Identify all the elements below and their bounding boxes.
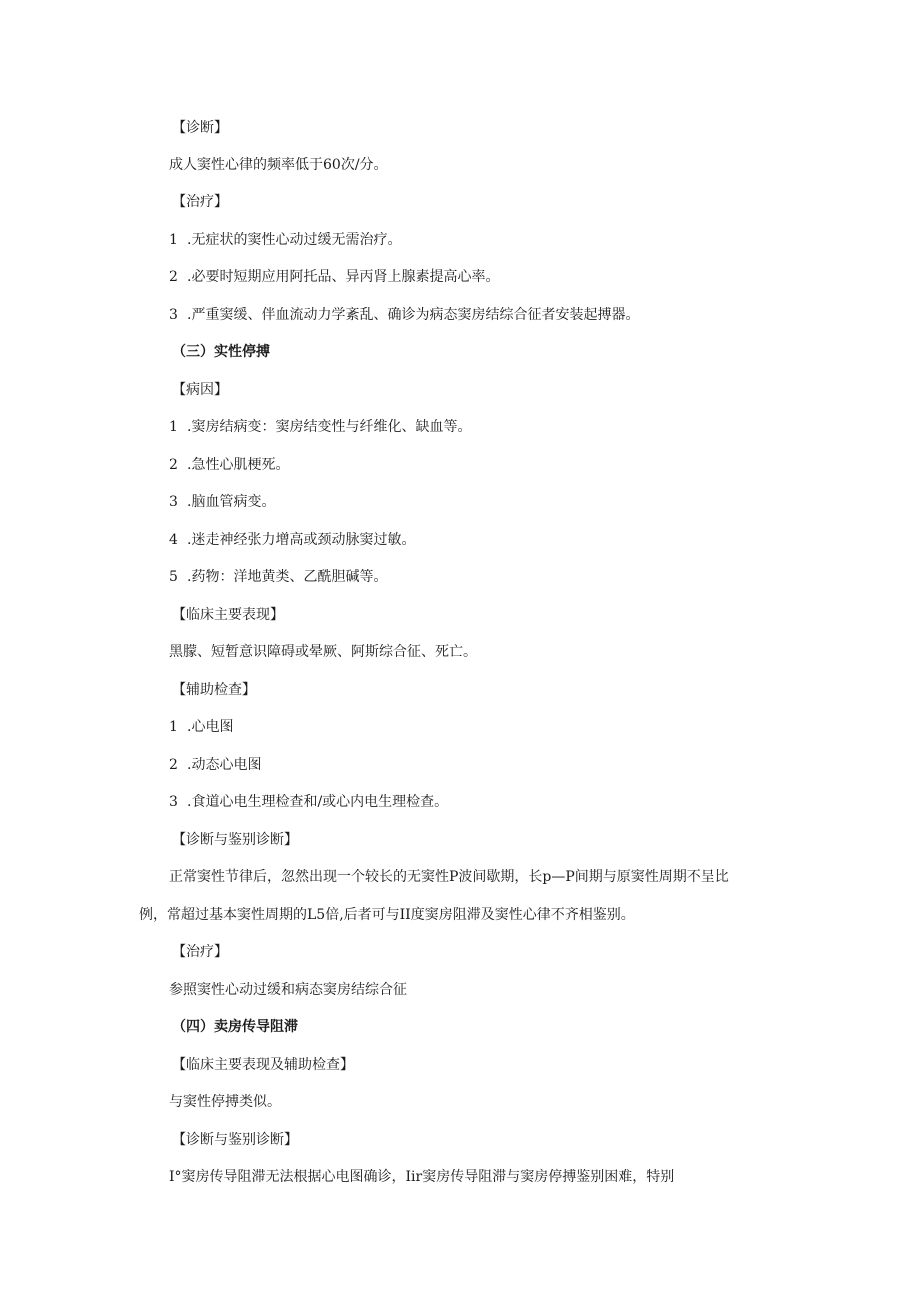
differential-text: I°窦房传导阻滞无法根据心电图确诊，Iir窦房传导阻滞与窦房停搏鉴别困难，特别 [169,1169,675,1185]
item-number: 1 [169,419,178,435]
treatment-item [169,268,499,286]
diagnosis-text: 成人窦性心律的频率低于60次/分。 [169,157,388,173]
differential-line: 例，常超过基本窦性周期的L5倍,后者可与II度窦房阻滞及窦性心律不齐相鉴别。 [139,907,635,923]
cause-item [169,568,387,586]
item-number: 2 [169,269,178,285]
item-number: 2 [169,457,178,473]
aux-exam-item [169,756,261,774]
item-text: .严重窦缓、伴血流动力学紊乱、确诊为病态窦房结综合征者安装起搏器。 [187,307,640,323]
cause-item [169,456,289,474]
cause-item [169,531,415,549]
item-text: .窦房结病变：窦房结变性与纤维化、缺血等。 [187,419,472,435]
item-number: 3 [169,307,178,323]
item-number: 5 [169,569,178,585]
section-title: （四）卖房传导阻滞 [172,1019,298,1035]
section-title: （三）实性停搏 [172,344,270,360]
differential-line: 正常窦性节律后，忽然出现一个较长的无窦性P波间歇期，长p—P间期与原窦性周期不呈比 [169,869,729,885]
item-text: .药物：洋地黄类、乙酰胆碱等。 [187,569,388,585]
clinical-heading: 【临床主要表现】 [172,607,284,623]
cause-heading: 【病因】 [172,382,228,398]
item-text: .迷走神经张力增高或颈动脉窦过敏。 [187,532,416,548]
item-text: .食道心电生理检查和/或心内电生理检查。 [187,794,449,810]
item-text: .必要时短期应用阿托品、异丙肾上腺素提高心率。 [187,269,500,285]
item-number: 1 [169,232,178,248]
differential-heading: 【诊断与鉴别诊断】 [172,1132,298,1148]
cause-item [169,418,471,436]
clinical-aux-text: 与窦性停搏类似。 [169,1094,281,1110]
item-number: 2 [169,757,178,773]
item-number: 4 [169,532,178,548]
aux-exam-item [169,718,233,736]
item-number: 3 [169,494,178,510]
clinical-text: 黑朦、短暂意识障碍或晕厥、阿斯综合征、死亡。 [169,644,477,660]
cause-item [169,493,275,511]
treatment-text: 参照窦性心动过缓和病态窦房结综合征 [169,982,407,998]
aux-exam-item [169,793,448,811]
item-text: .动态心电图 [187,757,262,773]
item-text: .无症状的窦性心动过缓无需治疗。 [187,232,402,248]
item-number: 3 [169,794,178,810]
item-text: .心电图 [187,719,234,735]
item-text: .急性心肌梗死。 [187,457,290,473]
treatment-item [169,306,639,324]
treatment-heading: 【治疗】 [172,194,228,210]
treatment-item [169,231,401,249]
clinical-aux-heading: 【临床主要表现及辅助检查】 [172,1057,354,1073]
item-text: .脑血管病变。 [187,494,276,510]
differential-heading: 【诊断与鉴别诊断】 [172,832,298,848]
item-number: 1 [169,719,178,735]
diagnosis-heading: 【诊断】 [172,120,228,136]
aux-exam-heading: 【辅助检查】 [172,682,256,698]
treatment-heading: 【治疗】 [172,944,228,960]
